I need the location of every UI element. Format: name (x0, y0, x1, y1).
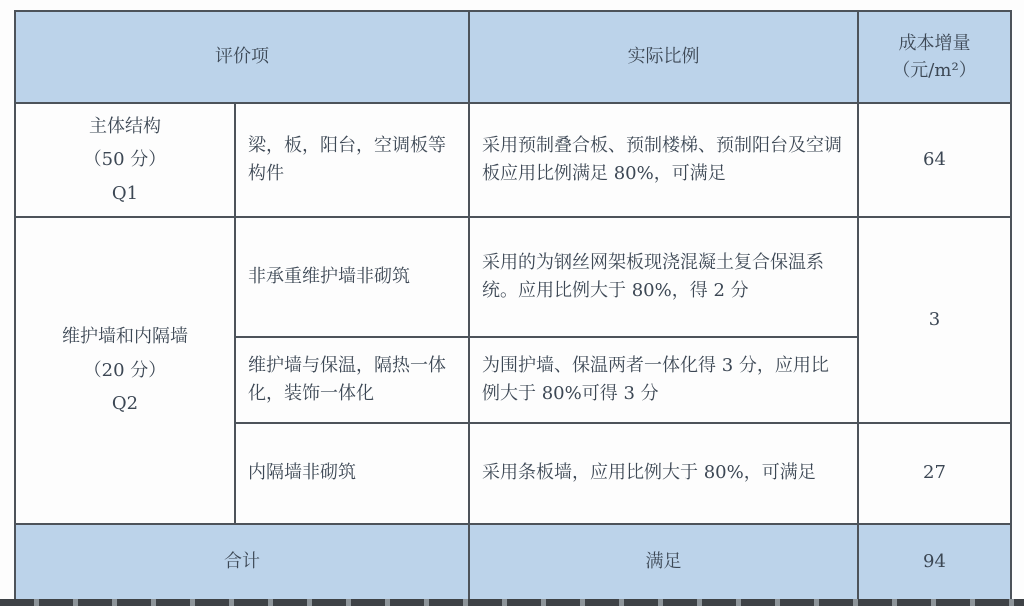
ratio-wall-insulation-integration: 为围护墙、保温两者一体化得 3 分，应用比例大于 80%可得 3 分 (469, 337, 858, 423)
header-actual-ratio: 实际比例 (469, 11, 858, 103)
category-line: 主体结构 (89, 116, 161, 137)
category-line: Q1 (111, 182, 139, 204)
header-cost-line2: （元/m²） (892, 60, 977, 81)
header-cost-line1: 成本增量 (898, 33, 971, 54)
total-label: 合计 (15, 524, 469, 600)
category-line: 维护墙和内隔墙 (62, 326, 188, 348)
total-cost: 94 (858, 524, 1011, 600)
cost-main-structure: 64 (858, 103, 1011, 217)
item-beams-slabs-balcony: 梁，板，阳台，空调板等构件 (235, 103, 469, 217)
header-cost-increment (858, 11, 1011, 103)
bottom-cropped-strip (0, 599, 1024, 606)
ratio-partition-wall: 采用条板墙，应用比例大于 80%，可满足 (469, 423, 858, 524)
table-row-main-structure (15, 103, 1011, 217)
header-evaluation-item: 评价项 (15, 11, 469, 103)
ratio-main-structure: 采用预制叠合板、预制楼梯、预制阳台及空调板应用比例满足 80%，可满足 (469, 103, 858, 217)
cost-partition-wall: 27 (858, 423, 1011, 524)
item-non-load-bearing-wall: 非承重维护墙非砌筑 (235, 217, 469, 337)
total-ratio-satisfied: 满足 (469, 524, 858, 600)
table-header-row (15, 11, 1011, 103)
category-main-structure (15, 103, 235, 217)
item-wall-insulation-integration: 维护墙与保温，隔热一体化，装饰一体化 (235, 337, 469, 423)
category-enclosure-partition-walls (15, 217, 235, 524)
category-line: （50 分） (83, 149, 167, 171)
item-partition-wall: 内隔墙非砌筑 (235, 423, 469, 524)
category-line: （20 分） (83, 359, 167, 381)
cost-enclosure-walls: 3 (858, 217, 1011, 423)
table-row-non-load-bearing (15, 217, 1011, 337)
category-line: Q2 (111, 393, 139, 415)
table-total-row (15, 524, 1011, 600)
evaluation-table (14, 10, 1012, 601)
ratio-non-load-bearing-wall: 采用的为钢丝网架板现浇混凝土复合保温系统。应用比例大于 80%，得 2 分 (469, 217, 858, 337)
